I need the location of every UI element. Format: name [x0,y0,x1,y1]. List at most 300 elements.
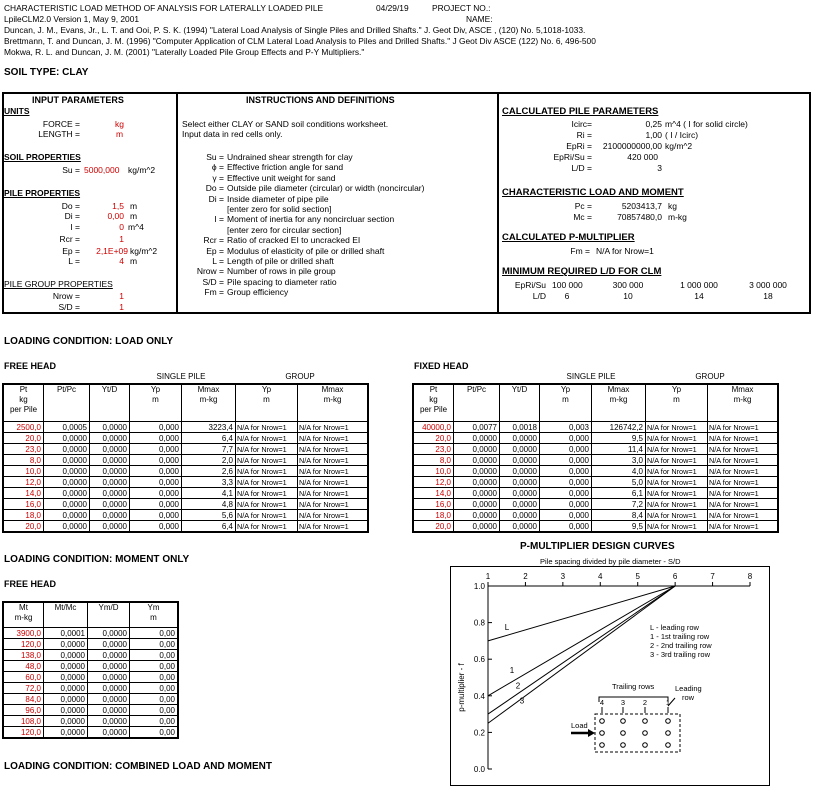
table-cell: 0,0000 [90,499,130,510]
definition-text: Undrained shear strength for clay [227,152,353,162]
moment-free-head-title: FREE HEAD [4,579,57,589]
title-line: CHARACTERISTIC LOAD METHOD OF ANALYSIS FOR LATERALLY LOADED PILE [4,3,324,13]
di-label: Di = [64,211,80,221]
table-cell: 6,4 [182,433,236,444]
table-cell: 0,0000 [90,422,130,433]
load-input-cell[interactable]: 60,0 [3,672,44,683]
table-cell: 0,000 [540,433,592,444]
table-header: Mt m-kg [3,602,44,628]
table-header: Pt/Pc [44,384,90,422]
table-header: Pt/Pc [454,384,500,422]
ep-input[interactable]: 2,1E+09 [96,246,128,256]
table-row [3,628,178,639]
table-cell: 0,0001 [44,628,88,639]
load-input-cell[interactable]: 40000,0 [413,422,454,433]
table-cell: 0,0000 [500,466,540,477]
di-unit: m [130,211,138,221]
load-input-cell[interactable]: 138,0 [3,650,44,661]
table-cell: 0,000 [540,499,592,510]
table-cell: N/A for Nrow=1 [708,499,779,510]
table-cell: 0,0000 [454,444,500,455]
table-cell: 0,0000 [44,433,90,444]
definition-symbol: γ = [212,172,224,183]
table-cell: N/A for Nrow=1 [298,422,369,433]
inset-pile-circle [643,743,648,748]
pc-label: Pc = [574,201,592,211]
table-row [3,466,368,477]
ep-label: Ep = [62,246,80,256]
ri-unit: ( I / Icirc) [665,130,699,140]
definition-symbol: Ep = [206,245,224,256]
min-ld-cell: 18 [763,291,773,301]
table-row [413,433,778,444]
di-input[interactable]: 0,00 [107,211,124,221]
table-cell: N/A for Nrow=1 [646,510,708,521]
table-cell: 126742,2 [592,422,646,433]
project-label: PROJECT NO.: [432,3,491,13]
table-cell: 0,000 [540,466,592,477]
x-tick-label: 6 [672,572,678,581]
chart-title: P-MULTIPLIER DESIGN CURVES [520,541,675,552]
fixed-head-title: FIXED HEAD [414,361,469,371]
definition-symbol: Nrow = [196,266,224,277]
definition-text: Group efficiency [227,287,289,298]
definition-symbol: Su = [206,152,224,162]
inset-pile-circle [600,743,605,748]
table-cell: 0,0000 [500,477,540,488]
fm-value: N/A for Nrow=1 [596,246,654,256]
definition-symbol: L = [212,256,224,266]
y-tick-label: 0.2 [473,728,485,738]
table-cell: 0,000 [540,477,592,488]
table-cell: N/A for Nrow=1 [646,455,708,466]
table-cell: 0,00 [130,694,179,705]
units-title: UNITS [4,106,30,116]
moment-only-title: LOADING CONDITION: MOMENT ONLY [4,554,190,565]
table-row [413,510,778,521]
load-input-cell[interactable]: 14,0 [413,488,454,499]
chart-xlabel: Pile spacing divided by pile diameter - S/D [540,557,681,566]
table-cell: 0,000 [130,477,182,488]
table-cell: 7,2 [592,499,646,510]
table-cell: 0,000 [540,521,592,533]
ri-label: Ri = [576,130,592,140]
load-input-cell[interactable]: 14,0 [3,488,44,499]
version: LpileCLM2.0 Version 1, May 9, 2001 [4,14,140,24]
series-label: 3 [519,696,525,706]
table-cell: N/A for Nrow=1 [236,499,298,510]
table-cell: N/A for Nrow=1 [646,488,708,499]
table-row [3,727,178,739]
table-row [3,661,178,672]
i-unit: m^4 [128,222,144,232]
x-tick-label: 1 [485,572,491,581]
table-cell: 3223,4 [182,422,236,433]
name-label: NAME: [466,14,493,24]
table-cell: N/A for Nrow=1 [646,499,708,510]
legend-entry: L - leading row [650,623,699,632]
table-cell: 0,0000 [454,433,500,444]
pile-title: PILE PROPERTIES [4,188,81,198]
definition-text: Pile spacing to diameter ratio [227,276,337,287]
table-row [3,716,178,727]
load-input-cell[interactable]: 20,0 [413,433,454,444]
table-cell: N/A for Nrow=1 [708,510,779,521]
min-ld-cell: 1 000 000 [680,280,718,290]
do-input[interactable]: 1,5 [112,201,124,211]
table-cell: N/A for Nrow=1 [298,488,369,499]
inset-pile-circle [666,731,671,736]
table-header: Ym/D [88,602,130,628]
load-input-cell[interactable]: 48,0 [3,661,44,672]
nrow-input[interactable]: 1 [119,291,124,301]
inset-pile-circle [600,719,605,724]
rcr-input[interactable]: 1 [119,234,124,244]
table-cell: 0,0000 [90,521,130,533]
load-input-cell[interactable]: 84,0 [3,694,44,705]
l-label: L = [68,256,80,266]
table-cell: 0,0000 [500,433,540,444]
inset-row-label: row [682,693,695,702]
table-cell: 0,0000 [88,650,130,661]
reference-3: Mokwa, R. L. and Duncan, J. M. (2001) "Laterally Loaded Pile Group Effects and P-Y Multipliers." [4,47,365,57]
icirc-unit: m^4 ( I for solid circle) [665,119,748,129]
pc-unit: kg [668,201,677,211]
table-cell: 3,0 [592,455,646,466]
su-input[interactable]: 5000,000 [84,165,120,175]
load-input-cell[interactable]: 16,0 [3,499,44,510]
min-ld-row-label: L/D [532,291,546,301]
table-header: Mt/Mc [44,602,88,628]
table-cell: 0,0018 [500,422,540,433]
table-cell: 0,0000 [44,639,88,650]
table-cell: N/A for Nrow=1 [236,477,298,488]
load-input-cell[interactable]: 20,0 [3,521,44,533]
eprisu-label: EpRi/Su = [553,152,592,162]
table-cell: 0,0000 [88,639,130,650]
table-cell: N/A for Nrow=1 [708,433,779,444]
y-tick-label: 0.0 [473,765,485,774]
definition-text: Moment of inertia for any noncircluar section [227,214,395,225]
table-cell: 0,000 [130,521,182,533]
table-cell: 0,0000 [44,455,90,466]
force-label: FORCE = [42,119,80,129]
load-input-cell[interactable]: 20,0 [3,433,44,444]
load-input-cell[interactable]: 20,0 [413,521,454,533]
table-cell: N/A for Nrow=1 [708,422,779,433]
table-header: Yt/D [90,384,130,422]
table-cell: 0,0000 [90,477,130,488]
table-cell: 0,0000 [44,727,88,739]
i-label: I = [70,222,80,232]
table-cell: N/A for Nrow=1 [298,499,369,510]
table-cell: 0,0000 [500,488,540,499]
table-row [413,521,778,533]
table-cell: 11,4 [592,444,646,455]
table-cell: 0,00 [130,683,179,694]
table-header: Ym m [130,602,179,628]
load-input-cell[interactable]: 3900,0 [3,628,44,639]
table-cell: N/A for Nrow=1 [236,455,298,466]
legend-entry: 2 - 2nd trailing row [650,641,712,650]
table-cell: N/A for Nrow=1 [646,433,708,444]
y-tick-label: 0.6 [473,655,485,665]
table-cell: N/A for Nrow=1 [236,433,298,444]
load-input-cell[interactable]: 96,0 [3,705,44,716]
table-cell: 0,0000 [44,716,88,727]
definition-symbol: Rcr = [203,235,224,246]
inset-load-label: Load [571,721,588,730]
table-header: Mmax m-kg [592,384,646,422]
table-row [3,510,368,521]
table-cell: 0,000 [540,455,592,466]
table-cell: 5,6 [182,510,236,521]
table-cell: N/A for Nrow=1 [708,466,779,477]
table-cell: N/A for Nrow=1 [236,422,298,433]
table-cell: 0,0000 [90,466,130,477]
y-axis-label: p-multiplier - f [457,663,466,712]
y-tick-label: 0.8 [473,618,485,628]
table-cell: 0,000 [130,422,182,433]
table-cell: 0,000 [130,444,182,455]
table-header: Mmax m-kg [708,384,779,422]
epri-value: 2100000000,00 [602,141,662,151]
table-row [3,521,368,533]
inset-pile-circle [666,719,671,724]
load-input-cell[interactable]: 8,0 [413,455,454,466]
table-cell: 0,003 [540,422,592,433]
y-tick-label: 1.0 [473,582,485,591]
load-input-cell[interactable]: 12,0 [3,477,44,488]
table-cell: 0,0000 [500,444,540,455]
table-cell: N/A for Nrow=1 [236,466,298,477]
i-input[interactable]: 0 [119,222,124,232]
table-cell: 0,0000 [44,650,88,661]
table-header: Pt kg per Pile [3,384,44,422]
x-tick-label: 3 [560,572,566,581]
table-cell: 0,0000 [44,521,90,533]
table-cell: 0,0000 [44,477,90,488]
load-input-cell[interactable]: 2500,0 [3,422,44,433]
definition-symbol: ϕ = [211,162,224,173]
mc-label: Mc = [573,212,592,222]
x-tick-label: 8 [747,572,753,581]
table-cell: 0,00 [130,661,179,672]
min-title: MINIMUM REQUIRED L/D FOR CLM [502,266,662,277]
soil-title: SOIL PROPERTIES [4,152,81,162]
date: 04/29/19 [376,3,409,13]
ep-unit: kg/m^2 [130,246,158,256]
table-cell: 0,0077 [454,422,500,433]
table-cell: N/A for Nrow=1 [236,488,298,499]
definition-text: Inside diameter of pipe pile [227,193,329,204]
inset-pile-circle [666,743,671,748]
definition-text: Length of pile or drilled shaft [227,256,334,266]
table-row [3,477,368,488]
table-cell: 0,000 [130,499,182,510]
y-tick-label: 0.4 [473,691,485,701]
table-cell: 0,0000 [454,521,500,533]
load-input-cell[interactable]: 72,0 [3,683,44,694]
table-cell: 0,0000 [90,455,130,466]
table-row [3,639,178,650]
definition-text: Number of rows in pile group [227,266,336,277]
inset-leading-label: Leading [675,684,702,693]
load-input-cell[interactable]: 12,0 [413,477,454,488]
table-cell: N/A for Nrow=1 [236,444,298,455]
load-input-cell[interactable]: 108,0 [3,716,44,727]
table-cell: 9,5 [592,433,646,444]
table-cell: 0,0000 [44,694,88,705]
table-cell: N/A for Nrow=1 [646,422,708,433]
table-cell: 0,0000 [454,477,500,488]
table-header: Pt kg per Pile [413,384,454,422]
table-cell: N/A for Nrow=1 [646,477,708,488]
table-header: Mmax m-kg [298,384,369,422]
table-cell: 0,000 [130,488,182,499]
force-input[interactable]: kg [115,119,124,129]
char-title: CHARACTERISTIC LOAD AND MOMENT [502,187,684,198]
table-cell: 9,5 [592,521,646,533]
table-cell: 2,0 [182,455,236,466]
sd-input[interactable]: 1 [119,302,124,312]
table-cell: 5,0 [592,477,646,488]
inset-pile-circle [600,731,605,736]
min-ld-row-label: EpRi/Su [514,280,546,290]
table-header: Yt/D [500,384,540,422]
table-cell: 0,0000 [44,661,88,672]
table-header: Mmax m-kg [182,384,236,422]
definition-symbol: Do = [205,183,224,194]
instructions-line-1: Select either CLAY or SAND soil conditions worksheet. [182,119,389,129]
table-cell: 0,0000 [88,705,130,716]
instructions-title: INSTRUCTIONS AND DEFINITIONS [246,95,395,105]
calculated-title: CALCULATED PILE PARAMETERS [502,106,659,117]
table-cell: N/A for Nrow=1 [298,444,369,455]
group-title: PILE GROUP PROPERTIES [4,279,113,289]
table-cell: 8,4 [592,510,646,521]
table-cell: 0,000 [130,433,182,444]
load-input-cell[interactable]: 8,0 [3,455,44,466]
table-cell: 0,0000 [88,727,130,739]
table-cell: 4,8 [182,499,236,510]
single-pile-label: SINGLE PILE [156,372,206,381]
table-cell: 0,0005 [44,422,90,433]
table-cell: N/A for Nrow=1 [708,488,779,499]
table-header: Yp m [646,384,708,422]
pc-value: 5203413,7 [621,201,662,211]
su-unit: kg/m^2 [128,165,156,175]
load-input-cell[interactable]: 16,0 [413,499,454,510]
series-label: 2 [515,681,521,691]
su-label: Su = [62,165,80,175]
table-row [413,477,778,488]
table-cell: 0,0000 [44,488,90,499]
min-ld-cell: 10 [623,291,633,301]
eprisu-value: 420 000 [627,152,658,162]
ld-label: L/D = [571,163,592,173]
x-tick-label: 7 [710,572,715,581]
table-cell: 0,00 [130,727,179,739]
length-input[interactable]: m [116,129,124,139]
load-input-cell[interactable]: 23,0 [413,444,454,455]
rcr-label: Rcr = [59,234,80,244]
table-cell: 0,0000 [90,444,130,455]
table-cell: 0,0000 [90,510,130,521]
combined-title: LOADING CONDITION: COMBINED LOAD AND MOMENT [4,761,272,772]
table-row [3,455,368,466]
legend-entry: 1 - 1st trailing row [650,632,710,641]
load-input-cell[interactable]: 10,0 [413,466,454,477]
table-cell: 0,0000 [90,433,130,444]
table-row [413,455,778,466]
table-cell: N/A for Nrow=1 [708,444,779,455]
table-cell: N/A for Nrow=1 [646,444,708,455]
table-cell: 0,00 [130,639,179,650]
load-input-cell[interactable]: 23,0 [3,444,44,455]
load-input-cell[interactable]: 18,0 [3,510,44,521]
length-label: LENGTH = [38,129,80,139]
p-multiplier-chart [450,566,770,786]
definition-text: Effective unit weight for sand [227,172,336,183]
group-label: GROUP [285,372,315,381]
table-cell: N/A for Nrow=1 [236,510,298,521]
divider [497,92,499,314]
load-input-cell[interactable]: 120,0 [3,727,44,739]
load-input-cell[interactable]: 18,0 [413,510,454,521]
series-label: L [504,623,510,633]
table-row [3,422,368,433]
table-cell: 0,00 [130,716,179,727]
reference-2: Brettmann, T. and Duncan, J. M. (1996) "Computer Application of CLM Lateral Load Analysis to Piles and Drilled Shafts." J Geot Div ASCE (122) No. 6, 496-500 [4,36,596,46]
table-header: Yp m [236,384,298,422]
table-cell: N/A for Nrow=1 [298,477,369,488]
table-cell: N/A for Nrow=1 [298,433,369,444]
table-cell: N/A for Nrow=1 [298,521,369,533]
reference-1: Duncan, J. M., Evans, Jr., L. T. and Ooi, P. S. K. (1994) "Lateral Load Analysis of Single Piles and Drilled Shafts." J. Geot Div, ASCE , (120) No. 5,1018-1033. [4,25,586,35]
table-cell: 0,0000 [500,521,540,533]
nrow-label: Nrow = [52,291,80,301]
table-row [3,683,178,694]
table-cell: N/A for Nrow=1 [236,521,298,533]
sd-label: S/D = [58,302,80,312]
x-tick-label: 5 [635,572,640,581]
x-tick-label: 2 [523,572,528,581]
definition-text: Outside pile diameter (circular) or width (noncircular) [227,183,425,194]
table-cell: 0,0000 [454,455,500,466]
table-cell: 0,0000 [88,716,130,727]
inset-row-number: 4 [599,698,605,707]
table-cell: 0,000 [540,510,592,521]
table-cell: 4,1 [182,488,236,499]
table-cell: 0,0000 [44,683,88,694]
table-row [3,444,368,455]
l-input[interactable]: 4 [119,256,124,266]
table-row [3,705,178,716]
table-row [3,672,178,683]
load-input-cell[interactable]: 120,0 [3,639,44,650]
load-input-cell[interactable]: 10,0 [3,466,44,477]
table-cell: N/A for Nrow=1 [298,466,369,477]
inset-pile-circle [621,743,626,748]
table-cell: 0,0000 [454,510,500,521]
definition-text: Modulus of elasticity of pile or drilled shaft [227,245,385,256]
table-cell: 0,0000 [88,694,130,705]
table-cell: N/A for Nrow=1 [708,477,779,488]
table-row [413,422,778,433]
x-tick-label: 4 [598,572,603,581]
epri-unit: kg/m^2 [665,141,693,151]
